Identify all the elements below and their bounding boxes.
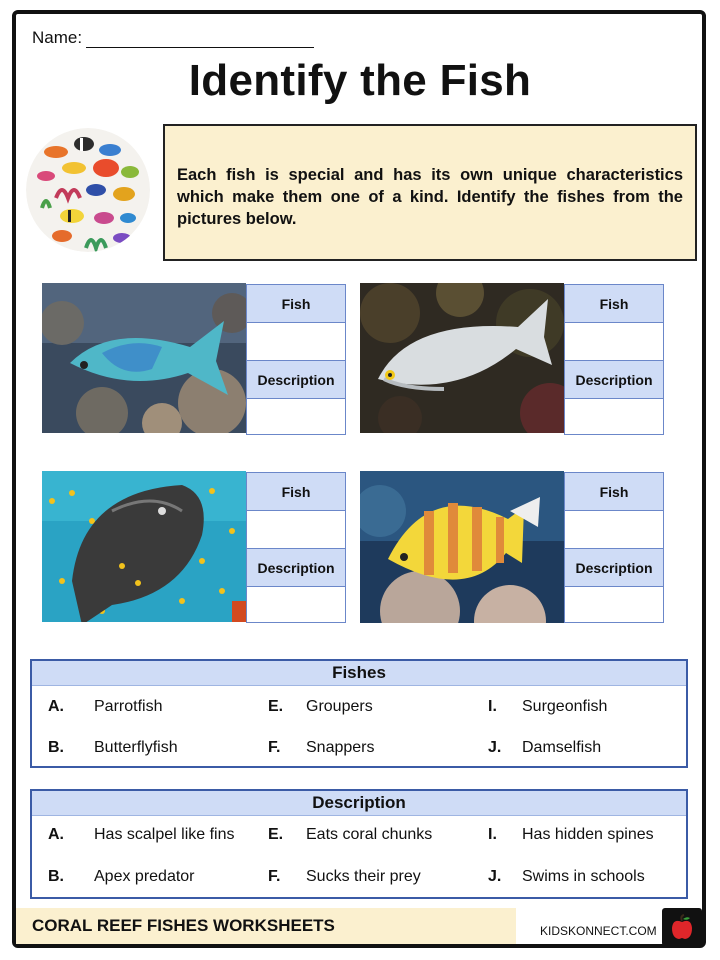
description-answer-field[interactable]	[565, 587, 663, 625]
fish-collage-image	[26, 128, 150, 252]
description-answer-field[interactable]	[247, 399, 345, 437]
description-option	[488, 826, 654, 844]
name-field[interactable]	[32, 28, 314, 48]
fish-label: Fish	[247, 473, 345, 511]
description-option	[488, 868, 645, 886]
page-title: Identify the Fish	[188, 56, 532, 105]
fish-option	[488, 698, 607, 716]
option-letter: B.	[48, 739, 64, 756]
option-letter: B.	[48, 868, 64, 885]
fish-option	[48, 698, 162, 716]
descriptions-heading: Description	[32, 791, 686, 816]
butterflyfish-photo	[360, 471, 564, 623]
option-text: Damselfish	[522, 739, 602, 756]
option-text: Parrotfish	[94, 698, 163, 715]
instructions-box: Each fish is special and has its own unique characteristics which make them one of a kind. Identify the fishes from the pictures below.	[163, 124, 697, 261]
fish-label: Fish	[247, 285, 345, 323]
descriptions-list-box	[30, 789, 688, 899]
option-letter: E.	[268, 698, 284, 715]
option-letter: F.	[268, 868, 281, 885]
option-text: Butterflyfish	[94, 739, 178, 756]
fish-answer-table-1	[246, 284, 346, 435]
option-text: Groupers	[306, 698, 373, 715]
fishes-heading: Fishes	[32, 661, 686, 686]
option-text: Swims in schools	[522, 868, 645, 885]
fish-answer-table-4	[564, 472, 664, 623]
grouper-photo	[42, 471, 246, 622]
option-text: Surgeonfish	[522, 698, 608, 715]
description-answer-field[interactable]	[247, 587, 345, 625]
fish-answer-table-3	[246, 472, 346, 623]
option-letter: I.	[488, 826, 497, 843]
description-option	[48, 868, 195, 886]
option-text: Eats coral chunks	[306, 826, 433, 843]
fish-label: Fish	[565, 285, 663, 323]
option-letter: I.	[488, 698, 497, 715]
option-text: Snappers	[306, 739, 375, 756]
description-option	[268, 826, 432, 844]
footer-title: CORAL REEF FISHES WORKSHEETS	[16, 908, 516, 944]
description-label: Description	[247, 361, 345, 399]
name-blank-line[interactable]	[86, 31, 314, 48]
option-letter: A.	[48, 698, 64, 715]
description-answer-field[interactable]	[565, 399, 663, 437]
option-letter: A.	[48, 826, 64, 843]
fish-option	[488, 739, 601, 757]
option-letter: J.	[488, 739, 502, 756]
description-label: Description	[565, 549, 663, 587]
fish-answer-table-2	[564, 284, 664, 435]
option-text: Has scalpel like fins	[94, 826, 235, 843]
description-label: Description	[565, 361, 663, 399]
fish-option	[48, 739, 178, 757]
option-letter: J.	[488, 868, 502, 885]
option-letter: F.	[268, 739, 281, 756]
description-option	[48, 826, 235, 844]
name-label: Name:	[32, 28, 83, 47]
option-letter: E.	[268, 826, 284, 843]
option-text: Has hidden spines	[522, 826, 654, 843]
option-text: Apex predator	[94, 868, 195, 885]
footer-site-link[interactable]: KIDSKONNECT.COM	[540, 924, 657, 938]
fish-answer-field[interactable]	[247, 511, 345, 549]
fish-option	[268, 739, 375, 757]
fish-answer-field[interactable]	[565, 511, 663, 549]
fishes-list-box	[30, 659, 688, 768]
fish-answer-field[interactable]	[247, 323, 345, 361]
fish-answer-field[interactable]	[565, 323, 663, 361]
apple-icon	[662, 908, 702, 946]
fish-label: Fish	[565, 473, 663, 511]
fish-option	[268, 698, 373, 716]
surgeonfish-photo	[360, 283, 564, 433]
parrotfish-photo	[42, 283, 246, 433]
description-option	[268, 868, 421, 886]
description-label: Description	[247, 549, 345, 587]
option-text: Sucks their prey	[306, 868, 421, 885]
